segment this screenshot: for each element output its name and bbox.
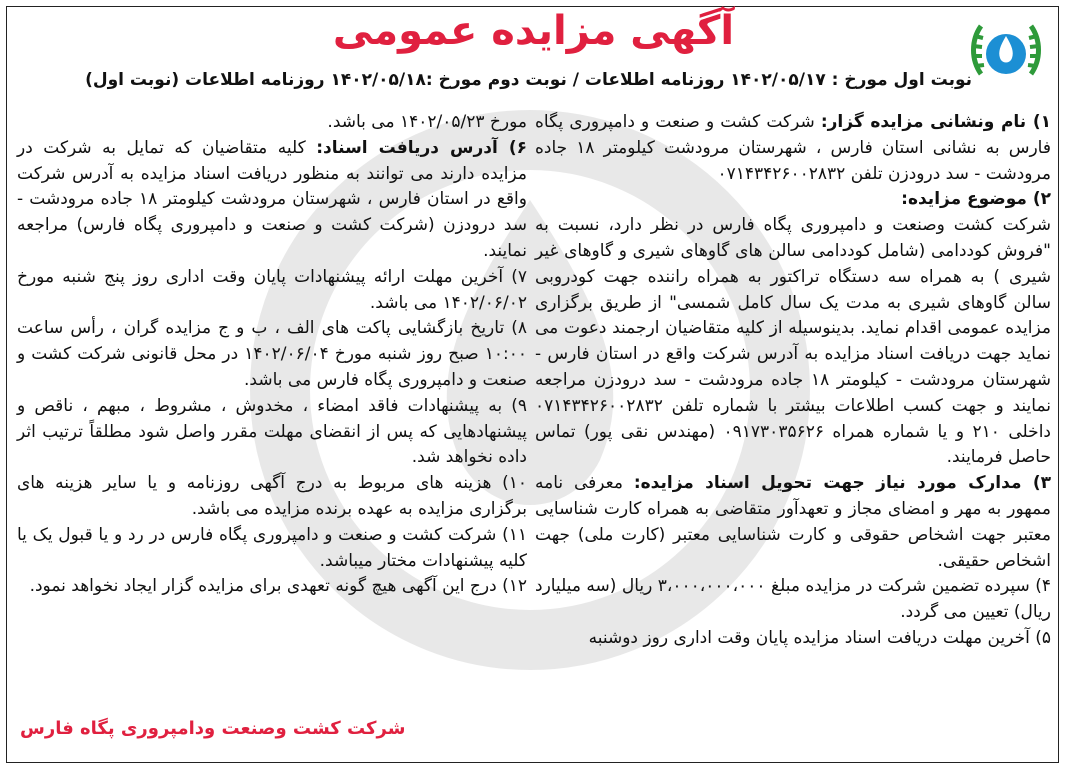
publish-dates: نوبت اول مورخ : ۱۴۰۲/۰۵/۱۷ روزنامه اطلاعات / نوبت دوم مورخ :۱۴۰۲/۰۵/۱۸ روزنامه اطلاعات (نوبت اول): [85, 70, 972, 90]
notice-title: آگهی مزایده عمومی: [332, 8, 735, 54]
left-column: [17, 110, 527, 600]
section-7: ۷) آخرین مهلت ارائه پیشنهادات پایان وقت اداری روز پنج شنبه مورخ ۱۴۰۲/۰۶/۰۲ می باشد.: [17, 266, 527, 313]
section-2-text: شرکت کشت وصنعت و دامپروری پگاه فارس در نظر دارد، نسبت به "فروش کوددامی (شامل کوددامی سالن های گاوهای شیری و گاوهای غیر شیری ) به همراه سه دستگاه تراکتور به همراه راننده جهت کودروبی سالن گاوهای شیری به مدت یک سال کامل شمسی" از طریق برگزاری مزایده عمومی اقدام نماید. بدینوسیله از کلیه متقاضیان ارجمند دعوت می نماید جهت دریافت اسناد مزایده به آدرس شرکت واقع در استان فارس - شهرستان مرودشت - کیلومتر ۱۸ جاده مرودشت - سد درودزن مراجعه نمایند و جهت کسب اطلاعات بیشتر با شماره تلفن ۰۷۱۴۳۴۲۶۰۰۲۸۳۲ داخلی ۲۱۰ و یا شماره همراه ۰۹۱۷۳۰۳۵۶۲۶ (مهندس نقی پور) تماس حاصل فرمایند.: [535, 215, 1051, 468]
section-1: ۱) نام ونشانی مزایده گزار: شرکت کشت و صنعت و دامپروری پگاه فارس به نشانی استان فارس ، شهرستان مرودشت کیلومتر ۱۸ جاده مرودشت - سد درودزن تلفن ۰۷۱۴۳۴۲۶۰۰۲۸۳۲: [535, 112, 1051, 184]
section-6: ۶) آدرس دریافت اسناد: کلیه متقاضیان که تمایل به شرکت در مزایده دارند می توانند به منظور دریافت اسناد مزایده به آدرس شرکت واقع در استان فارس ، شهرستان مرودشت کیلومتر ۱۸ جاده مرودشت - سد درودزن (شرکت کشت و صنعت و دامپروری پگاه فارس) مراجعه نمایند.: [17, 137, 527, 261]
section-5-cont: مورخ ۱۴۰۲/۰۵/۲۳ می باشد.: [327, 112, 527, 132]
section-3: ۳) مدارک مورد نیاز جهت تحویل اسناد مزایده: معرفی نامه ممهور به مهر و امضای مجاز و تعهدآور متقاضی به همراه کارت شناسایی معتبر جهت اشخاص حقوقی و کارت شناسایی معتبر (کارت ملی) جهت اشخاص حقیقی.: [535, 473, 1051, 571]
section-4: ۴) سپرده تضمین شرکت در مزایده مبلغ ۳،۰۰۰،۰۰۰،۰۰۰ ریال (سه میلیارد ریال) تعیین می گردد.: [535, 576, 1051, 623]
footer-company: شرکت کشت وصنعت ودامپروری پگاه فارس: [20, 718, 406, 739]
section-8: ۸) تاریخ بازگشایی پاکت های الف ، ب و ج مزایده گران ، رأس ساعت ۱۰:۰۰ صبح روز شنبه مورخ ۱۴۰۲/۰۶/۰۴ در محل قانونی شرکت کشت و صنعت و دامپروری پگاه فارس می باشد.: [17, 318, 527, 390]
section-10: ۱۰) هزینه های مربوط به درج آگهی روزنامه و یا سایر هزینه های برگزاری مزایده به عهده برنده مزایده می باشد.: [17, 473, 527, 519]
section-12: ۱۲) درج این آگهی هیچ گونه تعهدی برای مزایده گزار ایجاد نخواهد نمود.: [29, 576, 527, 597]
section-5: ۵) آخرین مهلت دریافت اسناد مزایده پایان وقت اداری روز دوشنبه: [588, 627, 1051, 648]
section-9: ۹) به پیشنهادات فاقد امضاء ، مخدوش ، مشروط ، مبهم ، ناقص و پیشنهادهایی که پس از انقضای مهلت مقرر واصل شود مطلقاً ترتیب اثر داده نخواهد شد.: [17, 395, 527, 468]
section-11: ۱۱) شرکت کشت و صنعت و دامپروری پگاه فارس در رد و یا قبول یک یا کلیه پیشنهادات مختار میباشد.: [17, 524, 527, 571]
right-column: [535, 110, 1051, 652]
section-2: ۲) موضوع مزایده:: [901, 189, 1051, 210]
